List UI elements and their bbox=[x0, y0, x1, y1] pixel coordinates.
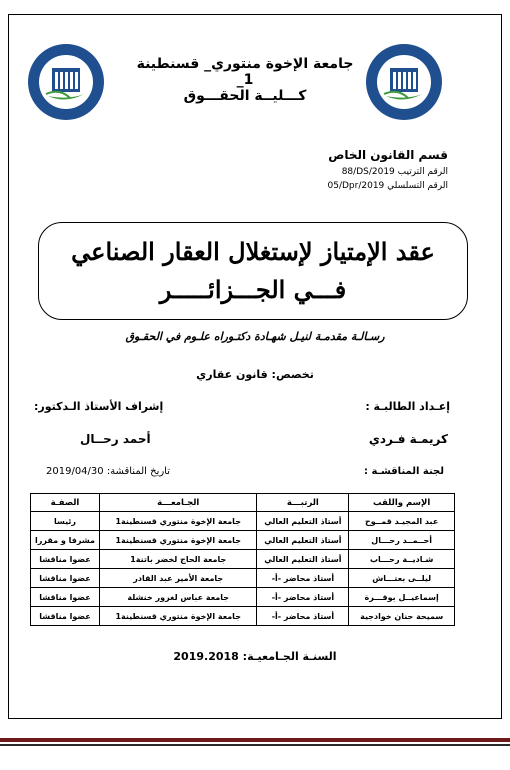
order-number-line bbox=[342, 167, 448, 177]
supervisor-name: أحمد رحــال bbox=[80, 432, 151, 446]
member-university: جامعة عباس لغرور خنشلة bbox=[99, 588, 257, 607]
thesis-title-line1: عقد الإمتياز لإستغلال العقار الصناعي bbox=[71, 237, 435, 266]
faculty-name: كـــليــة الحقـــوق bbox=[183, 88, 307, 104]
university-logo-icon bbox=[26, 42, 106, 122]
member-role: مشرفا و مقررا bbox=[31, 531, 100, 550]
footer-bar-thin bbox=[0, 744, 510, 746]
member-rank: أستاذ التعليم العالي bbox=[257, 550, 349, 569]
member-rank: أستاذ التعليم العالي bbox=[257, 531, 349, 550]
order-number-label: الرقم الترتيب bbox=[397, 167, 448, 177]
header-role: الصفـة bbox=[31, 494, 100, 512]
member-university: جامعة الإخوة منتوري قسنطينة1 bbox=[99, 531, 257, 550]
member-role: عضوا مناقشا bbox=[31, 569, 100, 588]
student-label: إعـداد الطالبـة : bbox=[365, 400, 450, 413]
member-name: إسماعيــل بوقـــرة bbox=[349, 588, 455, 607]
defense-date-value: 2019/04/30 bbox=[46, 466, 104, 477]
serial-number-label: الرقم التسلسلي bbox=[387, 181, 448, 191]
specialty: تخصص: قانون عقاري bbox=[196, 368, 314, 381]
thesis-subtitle: رسـالـة مقدمـة لنيـل شهـادة دكتـوراه علـوم في الحقـوق bbox=[125, 330, 385, 343]
supervisor-label: إشراف الأستاذ الـدكتور: bbox=[34, 400, 164, 413]
defense-date-label: تاريخ المناقشة: bbox=[106, 466, 171, 477]
member-name: سميحة حنان خوادجية bbox=[349, 607, 455, 626]
header-university: الجـامعـــة bbox=[99, 494, 257, 512]
member-university: جامعة الإخوة منتوري قسنطينة1 bbox=[99, 512, 257, 531]
committee-label: لجنة المناقشـة : bbox=[364, 466, 444, 477]
academic-year-label: السنـة الجـامعيـة: bbox=[242, 650, 337, 663]
header-rank: الرتبـــة bbox=[257, 494, 349, 512]
defense-date bbox=[46, 466, 170, 477]
header-name: الإسم واللقب bbox=[349, 494, 455, 512]
member-university: جامعة الإخوة منتوري قسنطينة1 bbox=[99, 607, 257, 626]
member-name: عبد المجيـد قمــوح bbox=[349, 512, 455, 531]
member-role: عضوا مناقشا bbox=[31, 607, 100, 626]
serial-number-value: 05/Dpr/2019 bbox=[327, 181, 385, 191]
member-role: عضوا مناقشا bbox=[31, 550, 100, 569]
member-role: عضوا مناقشا bbox=[31, 588, 100, 607]
member-role: رئيسا bbox=[31, 512, 100, 531]
student-name: كريمـة فـردي bbox=[368, 432, 448, 446]
table-row bbox=[31, 550, 455, 569]
academic-year bbox=[150, 650, 360, 663]
member-university: جامعة الأمير عبد القادر bbox=[99, 569, 257, 588]
member-rank: أستاذ محاضر -أ- bbox=[257, 569, 349, 588]
table-row bbox=[31, 569, 455, 588]
academic-year-value: 2019.2018 bbox=[173, 650, 239, 663]
table-row bbox=[31, 531, 455, 550]
serial-number-line bbox=[328, 181, 448, 191]
table-row bbox=[31, 512, 455, 531]
table-header-row bbox=[31, 494, 455, 512]
member-name: أحــمــد رحـــال bbox=[349, 531, 455, 550]
order-number-value: 88/DS/2019 bbox=[341, 167, 395, 177]
member-rank: أستاذ محاضر -أ- bbox=[257, 607, 349, 626]
footer-bar bbox=[0, 738, 510, 742]
thesis-title-line2: فـــي الجـــزائـــــر bbox=[159, 275, 347, 304]
member-name: شـاديــة رحـــاب bbox=[349, 550, 455, 569]
member-rank: أستاذ التعليم العالي bbox=[257, 512, 349, 531]
university-logo-icon bbox=[364, 42, 444, 122]
member-rank: أستاذ محاضر -أ- bbox=[257, 588, 349, 607]
table-row bbox=[31, 607, 455, 626]
member-university: جامعة الحاج لخضر باتنة1 bbox=[99, 550, 257, 569]
university-name: جامعة الإخوة منتوري_ قسنطينة 1_ bbox=[136, 56, 354, 88]
department-name: قسم القانون الخاص bbox=[328, 148, 448, 162]
committee-table bbox=[30, 493, 455, 626]
table-row bbox=[31, 588, 455, 607]
thesis-title-box bbox=[38, 222, 468, 320]
member-name: ليلــى بعتـــاش bbox=[349, 569, 455, 588]
